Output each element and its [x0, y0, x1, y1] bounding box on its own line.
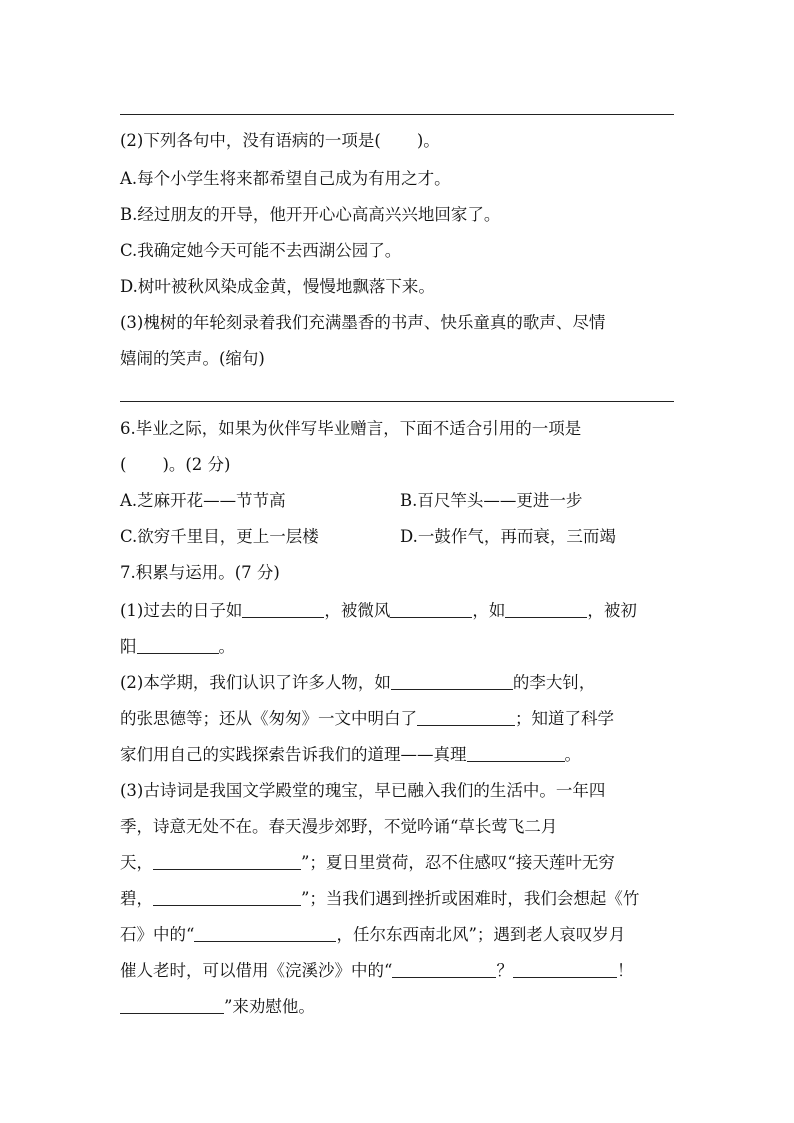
fill-blank[interactable]: [120, 997, 224, 1014]
answer-line: [120, 114, 674, 115]
text-segment: 。: [564, 745, 581, 764]
fill-blank[interactable]: [194, 925, 336, 942]
text-segment: 的李大钊，: [512, 673, 596, 692]
question-5-2-stem: [120, 130, 680, 152]
question-7-1-line2: [120, 636, 680, 658]
option-c: C.我确定她今天可能不去西湖公园了。: [120, 241, 402, 260]
text-segment: ，被初: [587, 601, 637, 620]
text-segment: ！: [616, 961, 634, 980]
question-7-title: 7.积累与运用。(7 分): [120, 563, 280, 582]
text-segment: ，如: [472, 601, 506, 620]
question-7-3-line1: (3)古诗词是我国文学殿堂的瑰宝，早已融入我们的生活中。一年四: [120, 781, 606, 800]
question-7-3-line4: [120, 888, 680, 910]
fill-blank[interactable]: [467, 745, 565, 762]
question-6-options-row2: [120, 526, 680, 548]
text-segment: (1)过去的日子如: [120, 601, 243, 620]
fill-blank[interactable]: [391, 673, 513, 690]
question-7-2-line1: [120, 672, 680, 694]
text-segment: ”；当我们遇到挫折或困难时，我们会想起《竹: [301, 889, 640, 908]
text-segment: ”来劝慰他。: [224, 997, 315, 1016]
text-segment: ；知道了科学: [515, 709, 614, 728]
question-7-3-line2: 季，诗意无处不在。春天漫步郊野，不觉吟诵“草长莺飞二月: [120, 817, 558, 836]
stem-text: (: [120, 455, 127, 474]
question-5-3-line1: (3)槐树的年轮刻录着我们充满墨香的书声、快乐童真的歌声、尽情: [120, 313, 606, 332]
fill-blank[interactable]: [153, 853, 301, 870]
option-b: B.经过朋友的开导，他开开心心高高兴兴地回家了。: [120, 205, 501, 224]
fill-blank[interactable]: [153, 889, 301, 906]
question-7-3-line3: [120, 852, 680, 874]
fill-blank[interactable]: [417, 709, 515, 726]
text-segment: 石》中的“: [120, 925, 195, 944]
question-7-2-line2: [120, 708, 680, 730]
option-a: A.芝麻开花——节节高: [120, 491, 286, 510]
question-7-3-line7: [120, 996, 680, 1018]
text-segment: ”；夏日里赏荷，忍不住感叹“接天莲叶无穷: [301, 853, 615, 872]
question-6-stem-line2: [120, 454, 680, 476]
fill-blank[interactable]: [242, 601, 324, 618]
question-7-3-line5: [120, 924, 680, 946]
question-6-stem: 6.毕业之际，如果为伙伴写毕业赠言，下面不适合引用的一项是: [120, 419, 582, 438]
text-segment: 家们用自己的实践探索告诉我们的道理——真理: [120, 745, 467, 764]
option-a: A.每个小学生将来都希望自己成为有用之才。: [120, 169, 451, 188]
text-segment: ，任尔东西南北风”；遇到老人哀叹岁月: [336, 925, 626, 944]
text-segment: 的张思德等；还从《匆匆》一文中明白了: [120, 709, 417, 728]
question-5-3-line2: 嬉闹的笑声。(缩句): [120, 349, 265, 368]
stem-text: )。: [416, 131, 440, 150]
stem-text: (2)下列各句中，没有语病的一项是(: [120, 131, 381, 150]
question-6-options-row1: [120, 490, 680, 512]
question-7-2-line3: [120, 744, 680, 766]
text-segment: 天，: [120, 853, 153, 872]
fill-blank[interactable]: [392, 961, 496, 978]
text-segment: 碧，: [120, 889, 153, 908]
option-c: C.欲穷千里目，更上一层楼: [120, 527, 319, 546]
option-b: B.百尺竿头——更进一步: [400, 491, 583, 510]
text-segment: 。: [218, 637, 235, 656]
text-segment: ？: [496, 961, 513, 980]
question-7-1-line1: [120, 600, 680, 622]
option-d: D.一鼓作气，再而衰，三而竭: [400, 527, 616, 546]
fill-blank[interactable]: [390, 601, 472, 618]
fill-blank[interactable]: [513, 961, 617, 978]
text-segment: ，被微风: [324, 601, 391, 620]
fill-blank[interactable]: [505, 601, 587, 618]
option-d: D.树叶被秋风染成金黄，慢慢地飘落下来。: [120, 277, 435, 296]
fill-blank[interactable]: [137, 637, 219, 654]
answer-line[interactable]: [120, 401, 674, 402]
stem-text: )。(2 分): [162, 455, 231, 474]
text-segment: 阳: [120, 637, 137, 656]
question-7-3-line6: [120, 960, 680, 982]
text-segment: (2)本学期，我们认识了许多人物，如: [120, 673, 391, 692]
text-segment: 催人老时，可以借用《浣溪沙》中的“: [120, 961, 393, 980]
